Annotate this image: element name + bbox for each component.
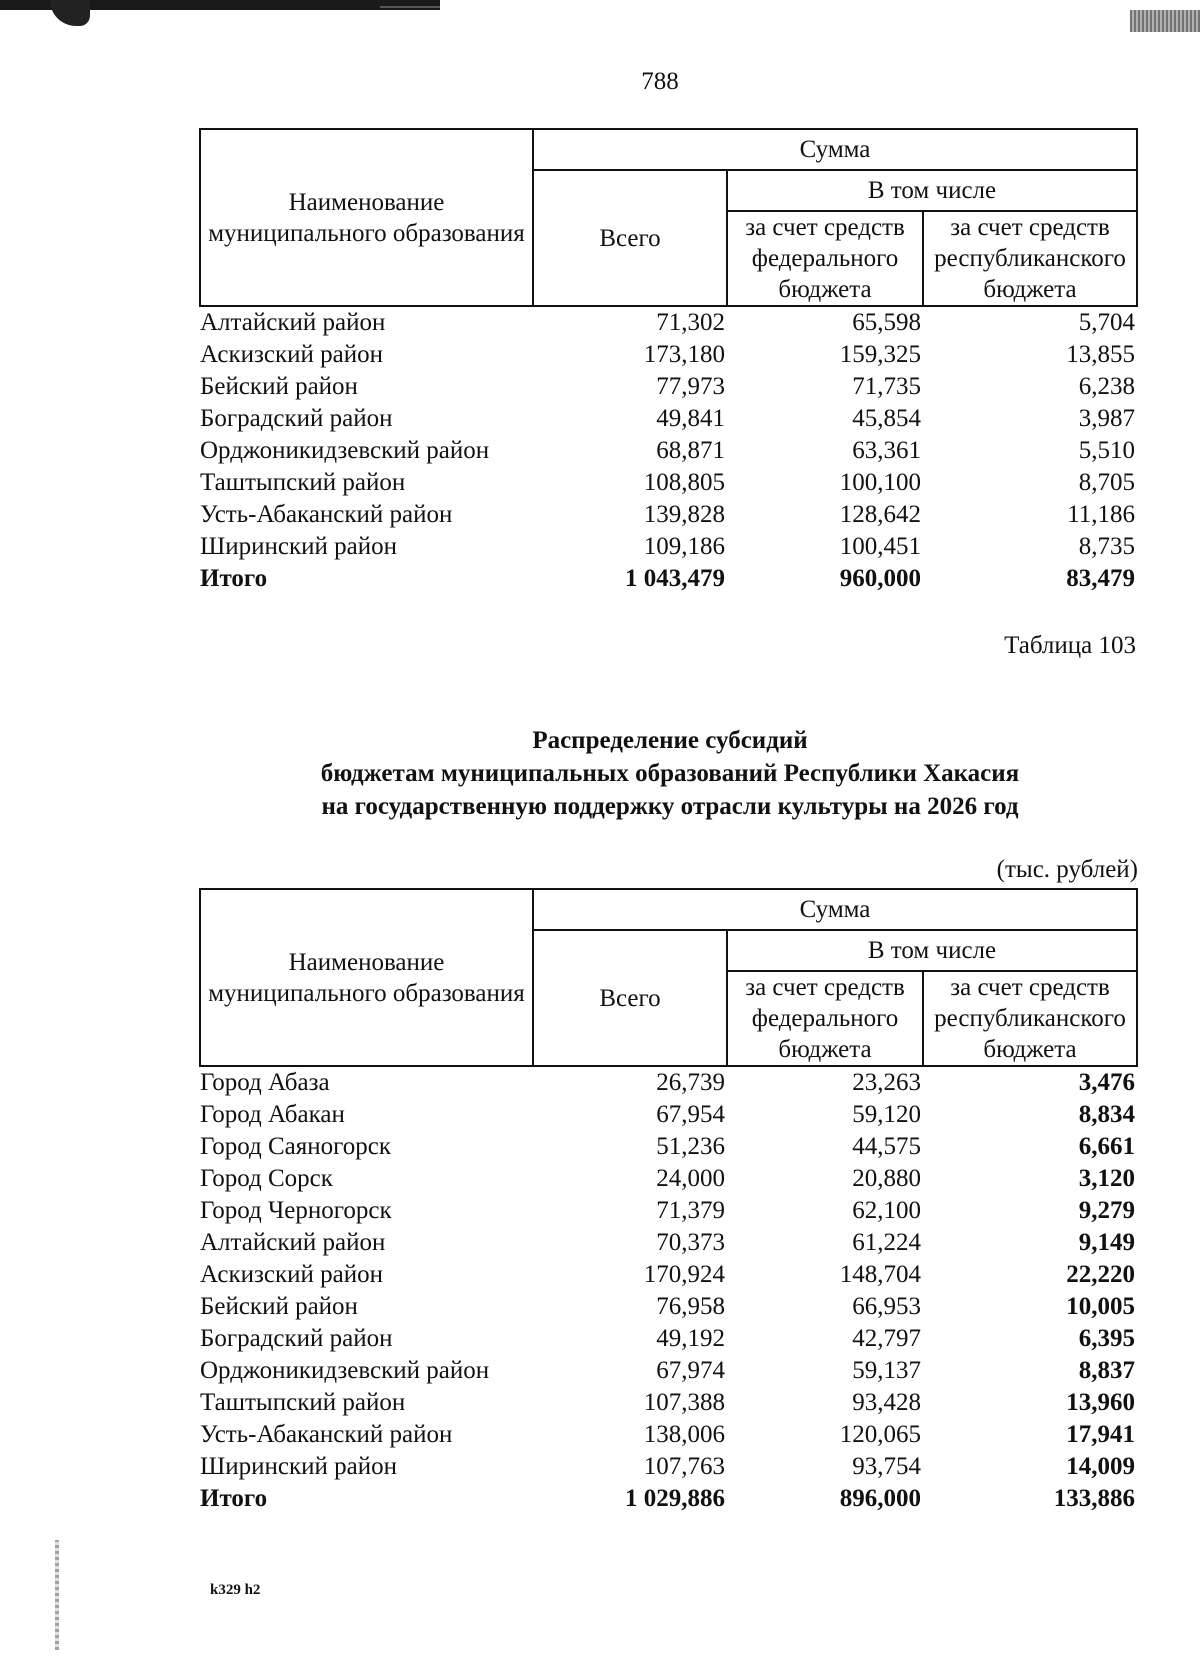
header-republican: за счет средств республиканского бюджета bbox=[923, 211, 1137, 306]
table-row bbox=[200, 531, 1137, 563]
cell-republican: 6,238 bbox=[1078, 373, 1136, 400]
heading-line-3: на государственную поддержку отрасли культуры на 2026 год bbox=[321, 793, 1019, 820]
header-sum: Сумма bbox=[533, 889, 1137, 930]
cell-name: Итого bbox=[200, 1485, 268, 1512]
header-including: В том числе bbox=[727, 930, 1137, 971]
cell-total: 107,763 bbox=[643, 1453, 725, 1480]
cell-republican: 8,705 bbox=[1078, 469, 1136, 496]
cell-federal: 66,953 bbox=[852, 1293, 921, 1320]
cell-total: 139,828 bbox=[643, 501, 725, 528]
cell-name: Орджоникидзевский район bbox=[200, 437, 490, 464]
cell-republican: 22,220 bbox=[1066, 1261, 1136, 1288]
units-label: (тыс. рублей) bbox=[996, 856, 1138, 883]
table-row bbox=[200, 1419, 1137, 1451]
scan-artifact-top-line bbox=[380, 6, 440, 8]
cell-total: 71,379 bbox=[656, 1197, 725, 1224]
table-heading bbox=[0, 724, 1200, 823]
cell-republican: 11,186 bbox=[1067, 501, 1136, 528]
cell-name: Усть-Абаканский район bbox=[200, 1421, 453, 1448]
cell-republican: 3,476 bbox=[1078, 1069, 1136, 1096]
cell-total: 26,739 bbox=[656, 1069, 725, 1096]
cell-total: 67,954 bbox=[656, 1101, 725, 1128]
table-row bbox=[200, 403, 1137, 435]
table-row bbox=[200, 1195, 1137, 1227]
cell-name: Таштыпский район bbox=[200, 1389, 406, 1416]
cell-federal: 23,263 bbox=[852, 1069, 921, 1096]
cell-federal: 100,100 bbox=[839, 469, 921, 496]
cell-federal: 20,880 bbox=[852, 1165, 921, 1192]
header-including: В том числе bbox=[727, 170, 1137, 211]
cell-republican: 9,149 bbox=[1078, 1229, 1136, 1256]
cell-total: 77,973 bbox=[656, 373, 725, 400]
table-row bbox=[200, 1163, 1137, 1195]
cell-federal: 62,100 bbox=[852, 1197, 921, 1224]
cell-federal: 45,854 bbox=[852, 405, 921, 432]
cell-republican: 17,941 bbox=[1066, 1421, 1136, 1448]
table-row bbox=[200, 1451, 1137, 1483]
table-row bbox=[200, 306, 1137, 339]
cell-total: 51,236 bbox=[656, 1133, 725, 1160]
cell-republican: 9,279 bbox=[1078, 1197, 1136, 1224]
cell-republican: 8,834 bbox=[1078, 1101, 1136, 1128]
table-row bbox=[200, 1323, 1137, 1355]
total-row bbox=[200, 1483, 1137, 1515]
table-label: Таблица 103 bbox=[1004, 632, 1136, 659]
header-name: Наименование муниципального образования bbox=[200, 129, 533, 306]
table-row bbox=[200, 1099, 1137, 1131]
cell-republican: 6,661 bbox=[1078, 1133, 1136, 1160]
cell-republican: 133,886 bbox=[1053, 1485, 1136, 1512]
scan-artifact-edge bbox=[55, 1540, 59, 1650]
table-row bbox=[200, 1387, 1137, 1419]
scan-artifact-blot bbox=[50, 0, 90, 26]
document-code: k329 h2 bbox=[210, 1582, 261, 1598]
cell-total: 138,006 bbox=[643, 1421, 725, 1448]
table-row bbox=[200, 1131, 1137, 1163]
page-number: 788 bbox=[641, 68, 679, 95]
cell-name: Аскизский район bbox=[200, 341, 384, 368]
cell-name: Усть-Абаканский район bbox=[200, 501, 453, 528]
cell-republican: 5,510 bbox=[1078, 437, 1136, 464]
cell-federal: 63,361 bbox=[852, 437, 921, 464]
table-row bbox=[200, 467, 1137, 499]
cell-name: Алтайский район bbox=[200, 1229, 386, 1256]
cell-name: Аскизский район bbox=[200, 1261, 384, 1288]
cell-republican: 83,479 bbox=[1066, 565, 1136, 592]
cell-federal: 59,120 bbox=[852, 1101, 921, 1128]
cell-republican: 6,395 bbox=[1078, 1325, 1136, 1352]
cell-federal: 159,325 bbox=[839, 341, 921, 368]
total-row bbox=[200, 563, 1137, 595]
cell-total: 71,302 bbox=[656, 309, 725, 336]
table-row bbox=[200, 1291, 1137, 1323]
cell-total: 49,841 bbox=[656, 405, 725, 432]
cell-total: 1 043,479 bbox=[625, 565, 725, 592]
cell-total: 68,871 bbox=[656, 437, 725, 464]
cell-name: Боградский район bbox=[200, 1325, 393, 1352]
cell-republican: 3,987 bbox=[1078, 405, 1136, 432]
cell-name: Ширинский район bbox=[200, 1453, 397, 1480]
cell-name: Город Саяногорск bbox=[200, 1133, 392, 1160]
heading-line-2: бюджетам муниципальных образований Республики Хакасия bbox=[320, 760, 1020, 787]
heading-line-1: Распределение субсидий bbox=[532, 727, 808, 754]
scan-artifact-corner bbox=[1130, 10, 1200, 32]
cell-republican: 10,005 bbox=[1066, 1293, 1136, 1320]
header-total: Всего bbox=[533, 170, 727, 306]
cell-total: 173,180 bbox=[643, 341, 725, 368]
table-row bbox=[200, 371, 1137, 403]
cell-federal: 896,000 bbox=[839, 1485, 921, 1512]
cell-total: 24,000 bbox=[656, 1165, 725, 1192]
table-row bbox=[200, 1227, 1137, 1259]
header-federal: за счет средств федерального бюджета bbox=[727, 971, 923, 1066]
cell-federal: 960,000 bbox=[839, 565, 921, 592]
cell-federal: 93,428 bbox=[852, 1389, 921, 1416]
cell-total: 1 029,886 bbox=[625, 1485, 725, 1512]
cell-republican: 8,837 bbox=[1078, 1357, 1136, 1384]
cell-federal: 148,704 bbox=[839, 1261, 921, 1288]
cell-federal: 71,735 bbox=[852, 373, 921, 400]
cell-total: 70,373 bbox=[656, 1229, 725, 1256]
cell-republican: 5,704 bbox=[1078, 309, 1136, 336]
table-row bbox=[200, 1066, 1137, 1099]
cell-republican: 8,735 bbox=[1078, 533, 1136, 560]
cell-name: Город Сорск bbox=[200, 1165, 333, 1192]
header-sum: Сумма bbox=[533, 129, 1137, 170]
cell-federal: 100,451 bbox=[839, 533, 921, 560]
cell-name: Итого bbox=[200, 565, 268, 592]
cell-name: Орджоникидзевский район bbox=[200, 1357, 490, 1384]
table-row bbox=[200, 499, 1137, 531]
cell-federal: 120,065 bbox=[839, 1421, 921, 1448]
cell-federal: 59,137 bbox=[852, 1357, 921, 1384]
cell-total: 109,186 bbox=[643, 533, 725, 560]
header-republican: за счет средств республиканского бюджета bbox=[923, 971, 1137, 1066]
cell-federal: 44,575 bbox=[852, 1133, 921, 1160]
cell-total: 49,192 bbox=[656, 1325, 725, 1352]
header-name: Наименование муниципального образования bbox=[200, 889, 533, 1066]
cell-name: Город Абаза bbox=[200, 1069, 330, 1096]
table-row bbox=[200, 435, 1137, 467]
table-row bbox=[200, 339, 1137, 371]
cell-name: Город Абакан bbox=[200, 1101, 345, 1128]
header-federal: за счет средств федерального бюджета bbox=[727, 211, 923, 306]
table-row bbox=[200, 1355, 1137, 1387]
cell-republican: 13,960 bbox=[1066, 1389, 1136, 1416]
cell-federal: 65,598 bbox=[852, 309, 921, 336]
cell-name: Боградский район bbox=[200, 405, 393, 432]
cell-name: Бейский район bbox=[200, 373, 358, 400]
cell-name: Город Черногорск bbox=[200, 1197, 392, 1224]
cell-total: 67,974 bbox=[656, 1357, 725, 1384]
cell-federal: 42,797 bbox=[852, 1325, 921, 1352]
cell-federal: 93,754 bbox=[852, 1453, 921, 1480]
cell-total: 170,924 bbox=[643, 1261, 725, 1288]
cell-federal: 61,224 bbox=[852, 1229, 921, 1256]
table-body bbox=[200, 1066, 1137, 1515]
cell-federal: 128,642 bbox=[839, 501, 921, 528]
cell-republican: 14,009 bbox=[1066, 1453, 1136, 1480]
cell-total: 107,388 bbox=[643, 1389, 725, 1416]
table-body bbox=[200, 306, 1137, 595]
cell-name: Бейский район bbox=[200, 1293, 358, 1320]
subsidy-table-prev bbox=[199, 128, 1138, 595]
table-row bbox=[200, 1259, 1137, 1291]
cell-total: 108,805 bbox=[643, 469, 725, 496]
cell-republican: 3,120 bbox=[1078, 1165, 1136, 1192]
cell-name: Алтайский район bbox=[200, 309, 386, 336]
cell-name: Таштыпский район bbox=[200, 469, 406, 496]
cell-republican: 13,855 bbox=[1066, 341, 1136, 368]
header-total: Всего bbox=[533, 930, 727, 1066]
subsidy-table-103 bbox=[199, 888, 1138, 1515]
cell-name: Ширинский район bbox=[200, 533, 397, 560]
cell-total: 76,958 bbox=[656, 1293, 725, 1320]
